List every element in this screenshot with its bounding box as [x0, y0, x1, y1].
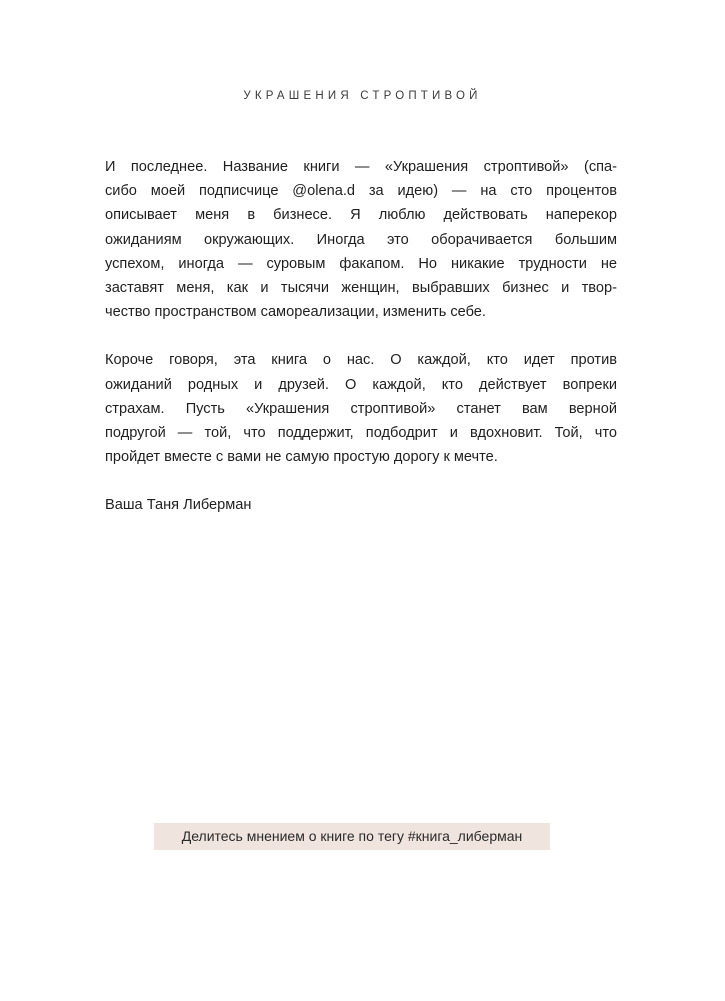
text-line: описывает меня в бизнесе. Я люблю действовать наперекор	[105, 207, 617, 224]
text-line: ожиданий родных и друзей. О каждой, кто действует вопреки	[105, 376, 617, 393]
main-text	[105, 155, 617, 518]
text-line: И последнее. Название книги — «Украшения строптивой» (спа-	[105, 159, 617, 175]
hashtag-note: Делитесь мнением о книге по тегу #книга_либерман	[154, 823, 550, 850]
text-line: заставят меня, как и тысячи женщин, выбравших бизнес и твор-	[105, 280, 617, 297]
text-line: сибо моей подписчице @olena.d за идею) — на сто процентов	[105, 183, 617, 200]
paragraph-2	[105, 348, 617, 469]
text-line: подругой — той, что поддержит, подбодрит и вдохновит. Той, что	[105, 425, 617, 442]
text-line: Короче говоря, эта книга о нас. О каждой, кто идет против	[105, 352, 617, 369]
text-line: ожиданиям окружающих. Иногда это оборачивается большим	[105, 231, 617, 248]
signature: Ваша Таня Либерман	[105, 497, 252, 514]
text-line: страхам. Пусть «Украшения строптивой» станет вам верной	[105, 400, 617, 417]
text-line: чество пространством самореализации, изменить себе.	[105, 304, 486, 321]
running-head: УКРАШЕНИЯ СТРОПТИВОЙ	[243, 90, 482, 102]
paragraph-1	[105, 155, 617, 324]
text-line: пройдет вместе с вами не самую простую дорогу к мечте.	[105, 449, 498, 466]
text-line: успехом, иногда — суровым факапом. Но никакие трудности не	[105, 255, 617, 272]
